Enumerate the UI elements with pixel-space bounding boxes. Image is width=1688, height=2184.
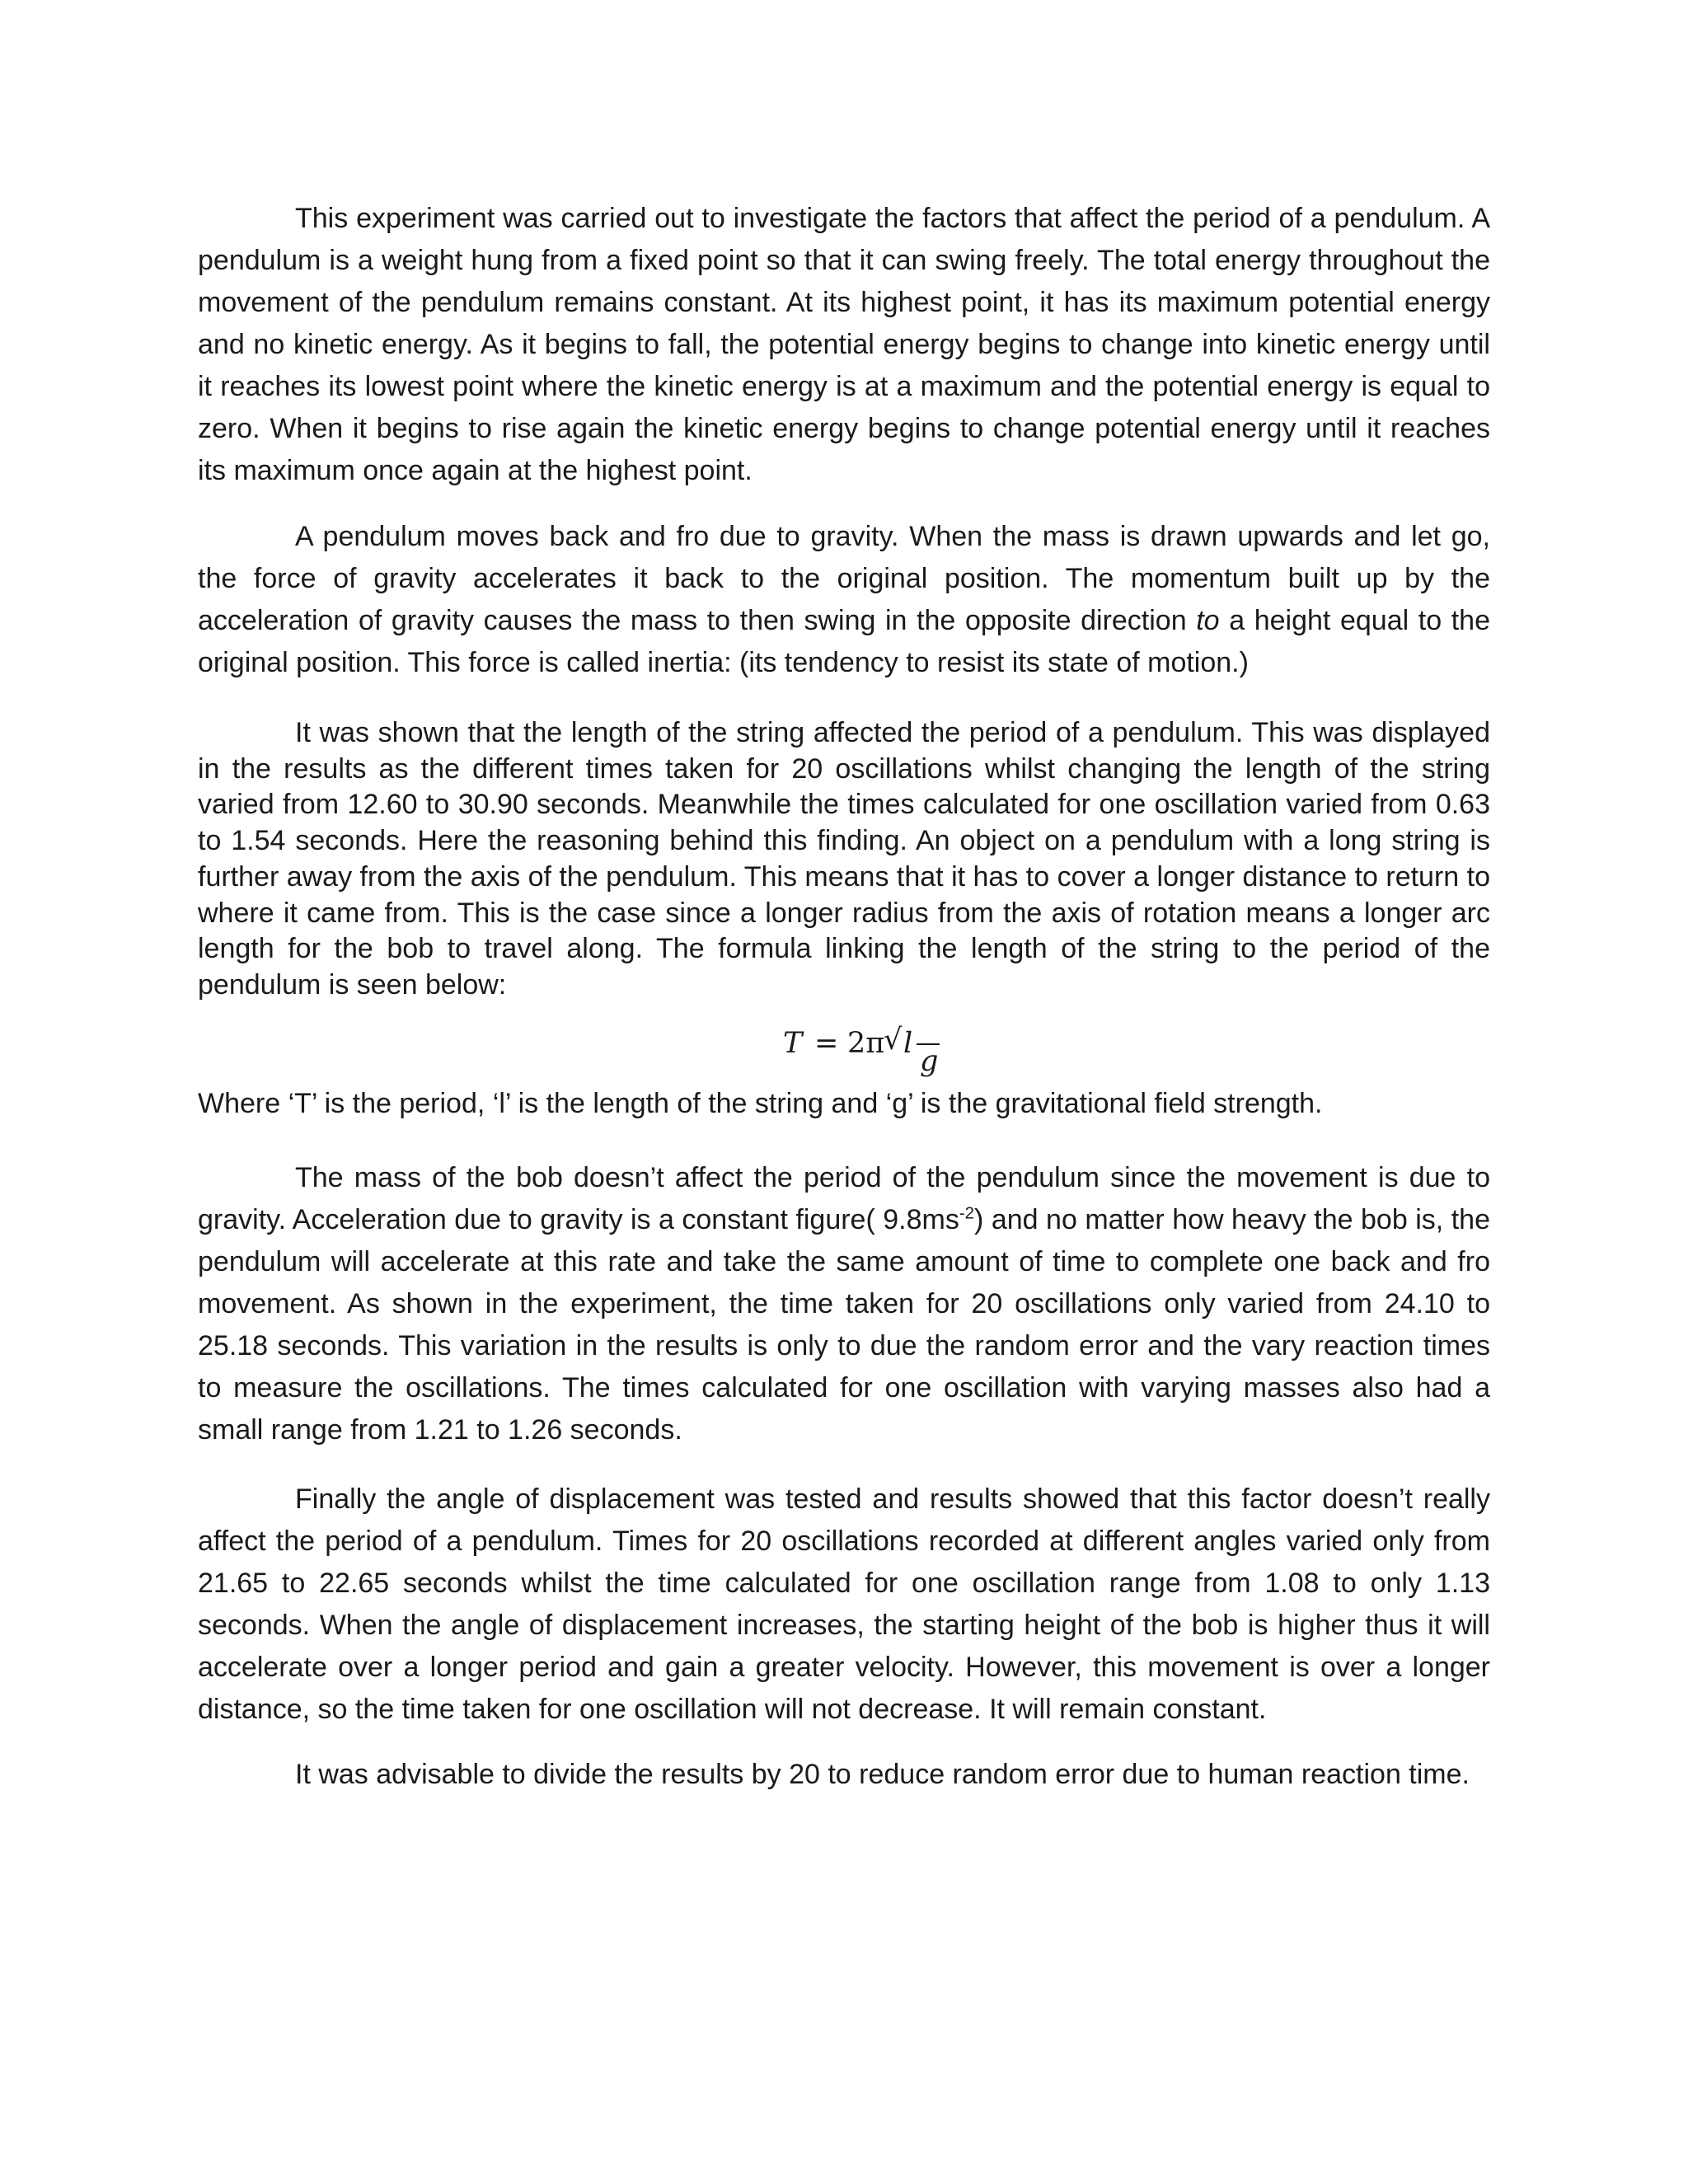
formula-radical-sign: √ xyxy=(884,1024,903,1057)
paragraph-mass-exponent: -2 xyxy=(959,1204,975,1223)
paragraph-energy-text: This experiment was carried out to investigate the factors that affect the period of a pendulum. A pendulum is a weight hung from a fixed point so that it can swing freely. The total energy throughout the movement of the pendulum remains constant. At its highest point, it has its maximum potential energy and no kinetic energy. As it begins to fall, the potential energy begins to change into kinetic energy until it reaches its lowest point where the kinetic energy is at a maximum and the potential energy is equal to zero. When it begins to rise again the kinetic energy begins to change potential energy until it reaches its maximum once again at the highest point. xyxy=(198,203,1490,486)
formula-coefficient: 2π xyxy=(847,1027,885,1060)
paragraph-gravity-italic: to xyxy=(1196,605,1220,636)
paragraph-gravity xyxy=(198,516,1490,684)
paragraph-reaction-time xyxy=(198,1754,1490,1796)
formula-equals-sign: = xyxy=(814,1027,839,1060)
paragraph-string-length xyxy=(198,715,1490,1004)
paragraph-mass-text-b: ) and no matter how heavy the bob is, the pendulum will accelerate at this rate and take the same amount of time to complete one back and fro movement. As shown in the experiment, the time taken for 20 oscillations only varied from 24.10 to 25.18 seconds. This variation in the results is only to due the random error and the vary reaction times to measure the oscillations. The times calculated for one oscillation with varying masses also had a small range from 1.21 to 1.26 seconds. xyxy=(198,1204,1490,1446)
paragraph-angle xyxy=(198,1479,1490,1731)
paragraph-energy xyxy=(198,198,1490,492)
paragraph-gravity-text-a: A pendulum moves back and fro due to gravity. When the mass is drawn upwards and let go, the force of gravity accelerates it back to the original position. The momentum built up by the acceleration of gravity causes the mass to then swing in the opposite direction xyxy=(198,521,1490,636)
paragraph-mass xyxy=(198,1157,1490,1451)
formula-period-symbol: T xyxy=(783,1027,803,1060)
formula-explanation xyxy=(198,1086,1490,1122)
formula-denominator: g xyxy=(920,1045,939,1078)
formula-numerator: l xyxy=(903,1027,913,1060)
paragraph-angle-text: Finally the angle of displacement was tested and results showed that this factor doesn’t really affect the period of a pendulum. Times for 20 oscillations recorded at different angles varied only from 21.65 to 22.65 seconds whilst the time calculated for one oscillation range from 1.08 to only 1.13 seconds. When the angle of displacement increases, the starting height of the bob is higher thus it will accelerate over a longer period and gain a greater velocity. However, this movement is over a longer distance, so the time taken for one oscillation will not decrease. It will remain constant. xyxy=(198,1483,1490,1725)
pendulum-period-formula xyxy=(783,1019,948,1076)
formula-explanation-text: Where ‘T’ is the period, ‘l’ is the length of the string and ‘g’ is the gravitational field strength. xyxy=(198,1088,1323,1119)
paragraph-mass-text-a: The mass of the bob doesn’t affect the period of the pendulum since the movement is due to gravity. Acceleration due to gravity is a constant figure( 9.8ms xyxy=(198,1162,1490,1235)
paragraph-gravity-text-b: a height equal to the original position. This force is called inertia: (its tendency to resist its state of motion.) xyxy=(198,605,1491,678)
paragraph-reaction-time-text: It was advisable to divide the results by 20 to reduce random error due to human reaction time. xyxy=(295,1759,1470,1790)
paragraph-string-length-text: It was shown that the length of the string affected the period of a pendulum. This was displayed in the results as the different times taken for 20 oscillations whilst changing the length of the string varied from 12.60 to 30.90 seconds. Meanwhile the times calculated for one oscillation varied from 0.63 to 1.54 seconds. Here the reasoning behind this finding. An object on a pendulum with a long string is further away from the axis of the pendulum. This means that it has to cover a longer distance to return to where it came from. This is the case since a longer radius from the axis of rotation means a longer arc length for the bob to travel along. The formula linking the length of the string to the period of the pendulum is seen below: xyxy=(198,717,1490,1001)
